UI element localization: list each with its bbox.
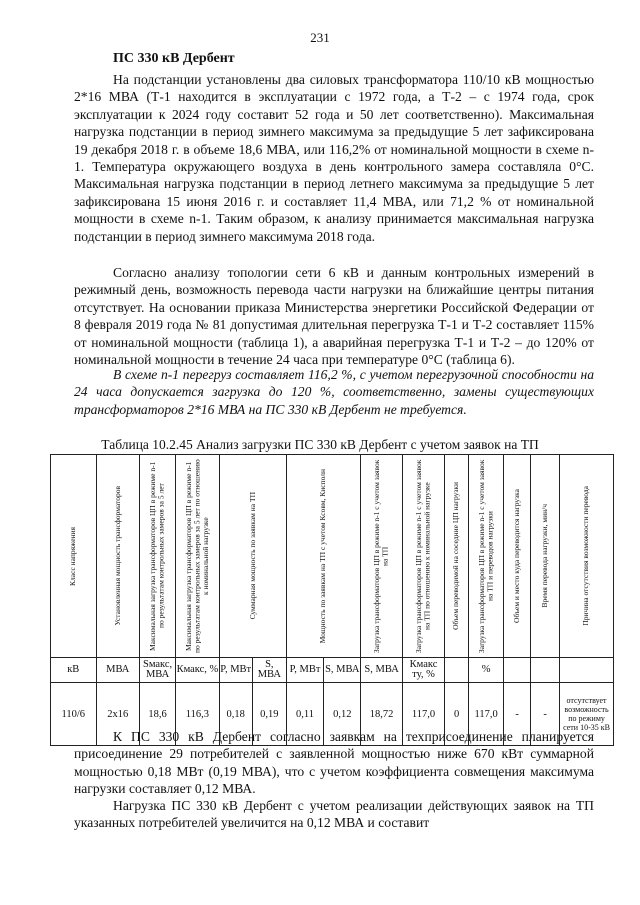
header-cell: Мощность по заявкам на ТП с учетом Ксовм, Кисполн	[286, 455, 361, 658]
paragraph-load-increase: Нагрузка ПС 330 кВ Дербент с учетом реализации действующих заявок на ТП указанных потребителей увеличится на 0,12 МВА и составит	[74, 798, 594, 831]
paragraph-connection-requests: К ПС 330 кВ Дербент согласно заявкам на техприсоединение планируется присоединение 29 потребителей с заявленной мощностью ниже 670 кВт суммарной мощностью 0,18 МВт (0,19 МВА), что с учетом коэффициента совмещения максимума нагрузки составляет 0,12 МВА.	[74, 729, 594, 797]
header-cell: Время перевода нагрузки, мин/ч	[531, 455, 560, 658]
unit-cell: S, МВА	[361, 658, 402, 683]
unit-cell	[504, 658, 531, 683]
unit-cell: кВ	[51, 658, 97, 683]
data-cell: 117,0	[402, 683, 444, 746]
header-cell: Установленная мощность трансформаторов	[96, 455, 139, 658]
header-cell: Загрузка трансформаторов ЦП в режиме n-1 с учетом заявок на ТП и переводов нагрузки	[469, 455, 504, 658]
data-cell: -	[531, 683, 560, 746]
paragraph-topology: Согласно анализу топологии сети 6 кВ и данным контрольных измерений в режимный день, возможность перевода части нагрузки на ближайшие центры питания отсутствует. На основании приказа Министерства энергетики Российской Федерации от 8 февраля 2019 года № 81 допустимая длительная перегрузка Т-1 и Т-2 составляет 115% от номинальной мощности (таблица 1), а аварийная перегрузка Т-1 и Т-2 – до 120% от номинальной мощности в течение 24 часа при температуре 0°С (таблица 6).	[74, 265, 594, 368]
unit-cell: %	[469, 658, 504, 683]
header-cell: Загрузка трансформаторов ЦП в режиме n-1 с учетом заявок на ТП	[361, 455, 402, 658]
table-header-row	[51, 455, 614, 658]
header-cell: Причина отсутствия возможности перевода	[560, 455, 614, 658]
unit-cell: S, МВА	[324, 658, 361, 683]
header-cell: Объем переводимой на соседние ЦП нагрузки	[445, 455, 469, 658]
load-analysis-table	[50, 454, 614, 746]
data-cell: 0,11	[286, 683, 323, 746]
header-cell: Класс напряжения	[51, 455, 97, 658]
header-cell: Загрузка трансформаторов ЦП в режиме n-1 с учетом заявок на ТП по отношению к номинальной нагрузке	[402, 455, 444, 658]
data-cell: 0,12	[324, 683, 361, 746]
reason-cell: отсутствует возможность по режиму сети 10-35 кВ	[560, 683, 614, 746]
header-cell: Объем и место куда переводится нагрузка	[504, 455, 531, 658]
paragraph-transformers: На подстанции установлены два силовых трансформатора 110/10 кВ мощностью 2*16 МВА (Т-1 находится в эксплуатации с 1972 года, а Т-2 – с 1974 года, срок эксплуатации к 2024 году составит 52 года и 50 лет соответственно). Максимальная нагрузка подстанции в период зимнего максимума за предыдущие 5 лет зафиксирована 19 декабря 2018 г. в объеме 18,6 МВА, или 116,2% от номинальной мощности в схеме n-1. Температура окружающего воздуха в день контрольного замера составляла 0°С. Максимальная нагрузка подстанции в период летнего максимума за предыдущие 5 лет зафиксирована 15 июня 2016 г. и составляет 11,4 МВА, или 71,2 % от номинальной мощности в схеме n-1. Таким образом, к анализу принимается максимальная нагрузка подстанции в период зимнего максимума 2018 года.	[74, 72, 594, 244]
table-caption: Таблица 10.2.45 Анализ загрузки ПС 330 кВ Дербент с учетом заявок на ТП	[101, 437, 539, 452]
page-number: 231	[310, 30, 330, 45]
unit-cell: МВА	[96, 658, 139, 683]
data-cell: 0,19	[252, 683, 286, 746]
data-cell: 2х16	[96, 683, 139, 746]
unit-cell: P, МВт	[219, 658, 252, 683]
unit-cell: Sмакс, МВА	[139, 658, 175, 683]
unit-cell	[560, 658, 614, 683]
unit-cell: Кмакс, %	[176, 658, 219, 683]
data-cell: 0	[445, 683, 469, 746]
paragraph-conclusion: В схеме n-1 перегруз составляет 116,2 %, с учетом перегрузочной способности на 24 часа допускается загрузка до 120 %, соответственно, замены существующих трансформаторов 2*16 МВА на ПС 330 кВ Дербент не требуется.	[74, 367, 594, 417]
table-units-row	[51, 658, 614, 683]
header-cell: Максимальная загрузка трансформаторов ЦП в режиме n-1 по результатам контрольных замеров за 5 лет по отношению к номинальной нагрузке	[176, 455, 219, 658]
data-cell: 110/6	[51, 683, 97, 746]
data-cell: 18,6	[139, 683, 175, 746]
section-heading: ПС 330 кВ Дербент	[113, 51, 235, 66]
unit-cell	[445, 658, 469, 683]
unit-cell: P, МВт	[286, 658, 323, 683]
header-cell: Максимальная загрузка трансформаторов ЦП в режиме n-1 по результатам контрольных замеров за 5 лет	[139, 455, 175, 658]
data-cell: -	[504, 683, 531, 746]
data-cell: 18,72	[361, 683, 402, 746]
data-cell: 117,0	[469, 683, 504, 746]
header-cell: Суммарная мощность по заявкам на ТП	[219, 455, 286, 658]
unit-cell: Кмакс ту, %	[402, 658, 444, 683]
data-cell: 0,18	[219, 683, 252, 746]
data-cell: 116,3	[176, 683, 219, 746]
unit-cell	[531, 658, 560, 683]
unit-cell: S, МВА	[252, 658, 286, 683]
